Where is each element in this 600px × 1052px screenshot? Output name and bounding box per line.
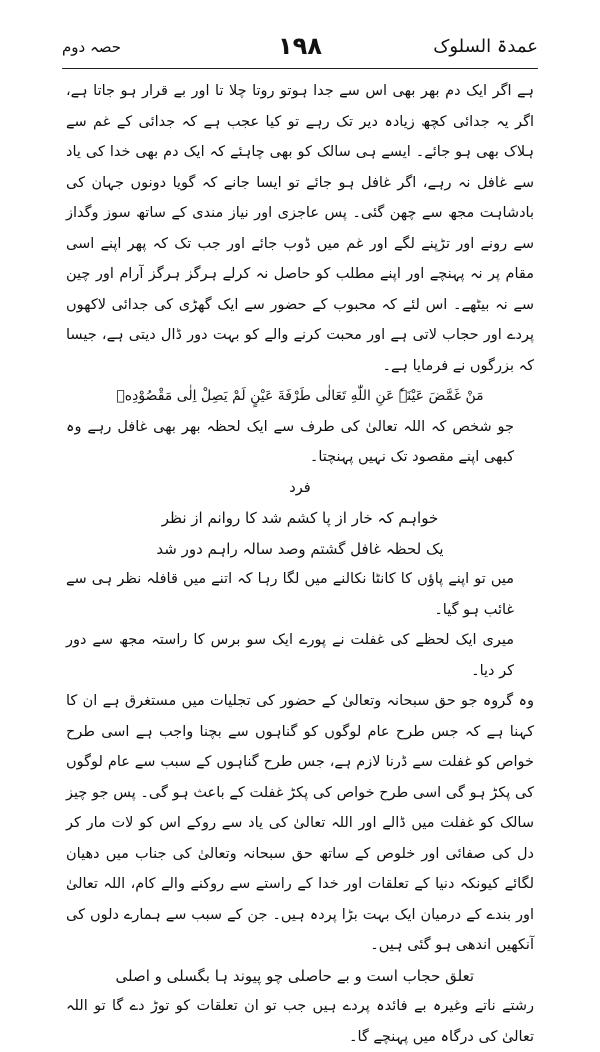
persian-verse-2: یک لحظہ غافل گشتم وصد سالہ راہم دور شد <box>156 539 444 558</box>
page-body <box>66 76 534 1045</box>
verse-translation-2: میری ایک لحظے کی غفلت نے پورے ایک سو برس کا راستہ مجھ سے دور کر دیا۔ <box>66 632 514 679</box>
paragraph-1: ہے اگر ایک دم بھر بھی اس سے جدا ہوتو روتا چلا تا اور بے قرار ہو جاتا ہے، اگر یہ جدائی کچھ زیادہ دیر تک رہے تو کیا عجب ہے کہ جدائی کے غم سے ہلاک بھی ہو جائے۔ ایسے ہی سالک کو بھی چاہئے کہ ایک دم بھی خدا کی یاد سے غافل نہ رہے، اگر غافل ہو جائے تو ایسا جانے کہ گویا دونوں جہان کی بادشاہت مجھ سے چھن گئی۔ پس عاجزی اور نیاز مندی کے ساتھ سوز وگداز سے رونے اور تڑپنے لگے اور غم میں ڈوب جائے اور جب تک کہ پھر اپنے اسی مقام پر نہ پہنچے اور اپنے مطلب کو حاصل نہ کرلے ہرگز ہرگز آرام اور چین سے نہ بیٹھے۔ اس لئے کہ محبوب کے حضور سے ایک گھڑی کی جدائی لاکھوں پردے اور حجاب لاتی ہے اور محبت کرنے والے کو بہت دور ڈال دیتی ہے، جیسا کہ بزرگوں نے فرمایا ہے۔ <box>66 83 534 374</box>
verse-translation-1: میں تو اپنے پاؤں کا کانٹا نکالنے میں لگا رہا کہ اتنے میں قافلہ نظر ہی سے غائب ہو گیا۔ <box>66 571 514 618</box>
arabic-quote: مَنْ غَمَّضَ عَيْنَہٗ عَنِ اللّٰهِ تَعَالٰى طَرْفَةَ عَيْنٍ لَمْ يَصِلْ اِلٰى مَقْصُوْدِهٖ <box>116 388 484 404</box>
page-header <box>62 32 538 66</box>
header-rule <box>62 68 538 69</box>
part-label: حصہ دوم <box>62 38 122 56</box>
paragraph-2: وہ گروہ جو حق سبحانہ وتعالیٰ کے حضور کی تجلیات میں مستغرق ہے ان کا کہنا ہے کہ جس طرح عام لوگوں کو گناہوں سے بچنا واجب ہے اسی طرح خواص کو غفلت سے ڈرنا لازم ہے، جس طرح گناہوں کے سبب سے عام لوگوں کی پکڑ ہو گی اسی طرح خواص کی پکڑ غفلت کے باعث ہو گی۔ پس جو چیز سالک کو غفلت میں ڈالے اور اللہ تعالیٰ کی یاد سے روکے اس کو لات مار کر دل کی صفائی اور خلوص کے ساتھ حق سبحانہ وتعالیٰ کی جناب میں دھیان لگائے کیونکہ دنیا کے تعلقات اور خدا کے راستے سے روکنے والے کام، اللہ تعالیٰ اور بندے کے درمیان ایک بہت بڑا پردہ ہیں۔ جن کے سبب سے ہمارے دلوں کی آنکھیں اندھی ہو گئی ہیں۔ <box>66 693 534 953</box>
persian-verse-3: تعلق حجاب است و بے حاصلی چو پیوند ہا بگسلی و اصلی <box>115 966 474 985</box>
fard-heading: فرد <box>289 479 311 496</box>
book-title: عمدۃ السلوک <box>433 36 538 57</box>
page-number: ۱۹۸ <box>278 32 322 60</box>
quote-translation: جو شخص کہ اللہ تعالیٰ کی طرف سے ایک لحظہ بھر بھی غافل رہے وہ کبھی اپنے مقصود تک نہیں پہنچتا۔ <box>66 418 514 465</box>
paragraph-3: رشتے ناتے وغیرہ بے فائدہ پردے ہیں جب تو ان تعلقات کو توڑ دے گا تو اللہ تعالیٰ کی درگاہ میں پہنچے گا۔ <box>66 998 534 1045</box>
persian-verse-1: خواہم کہ خار از پا کشم شد کا روانم از نظر <box>161 509 439 527</box>
